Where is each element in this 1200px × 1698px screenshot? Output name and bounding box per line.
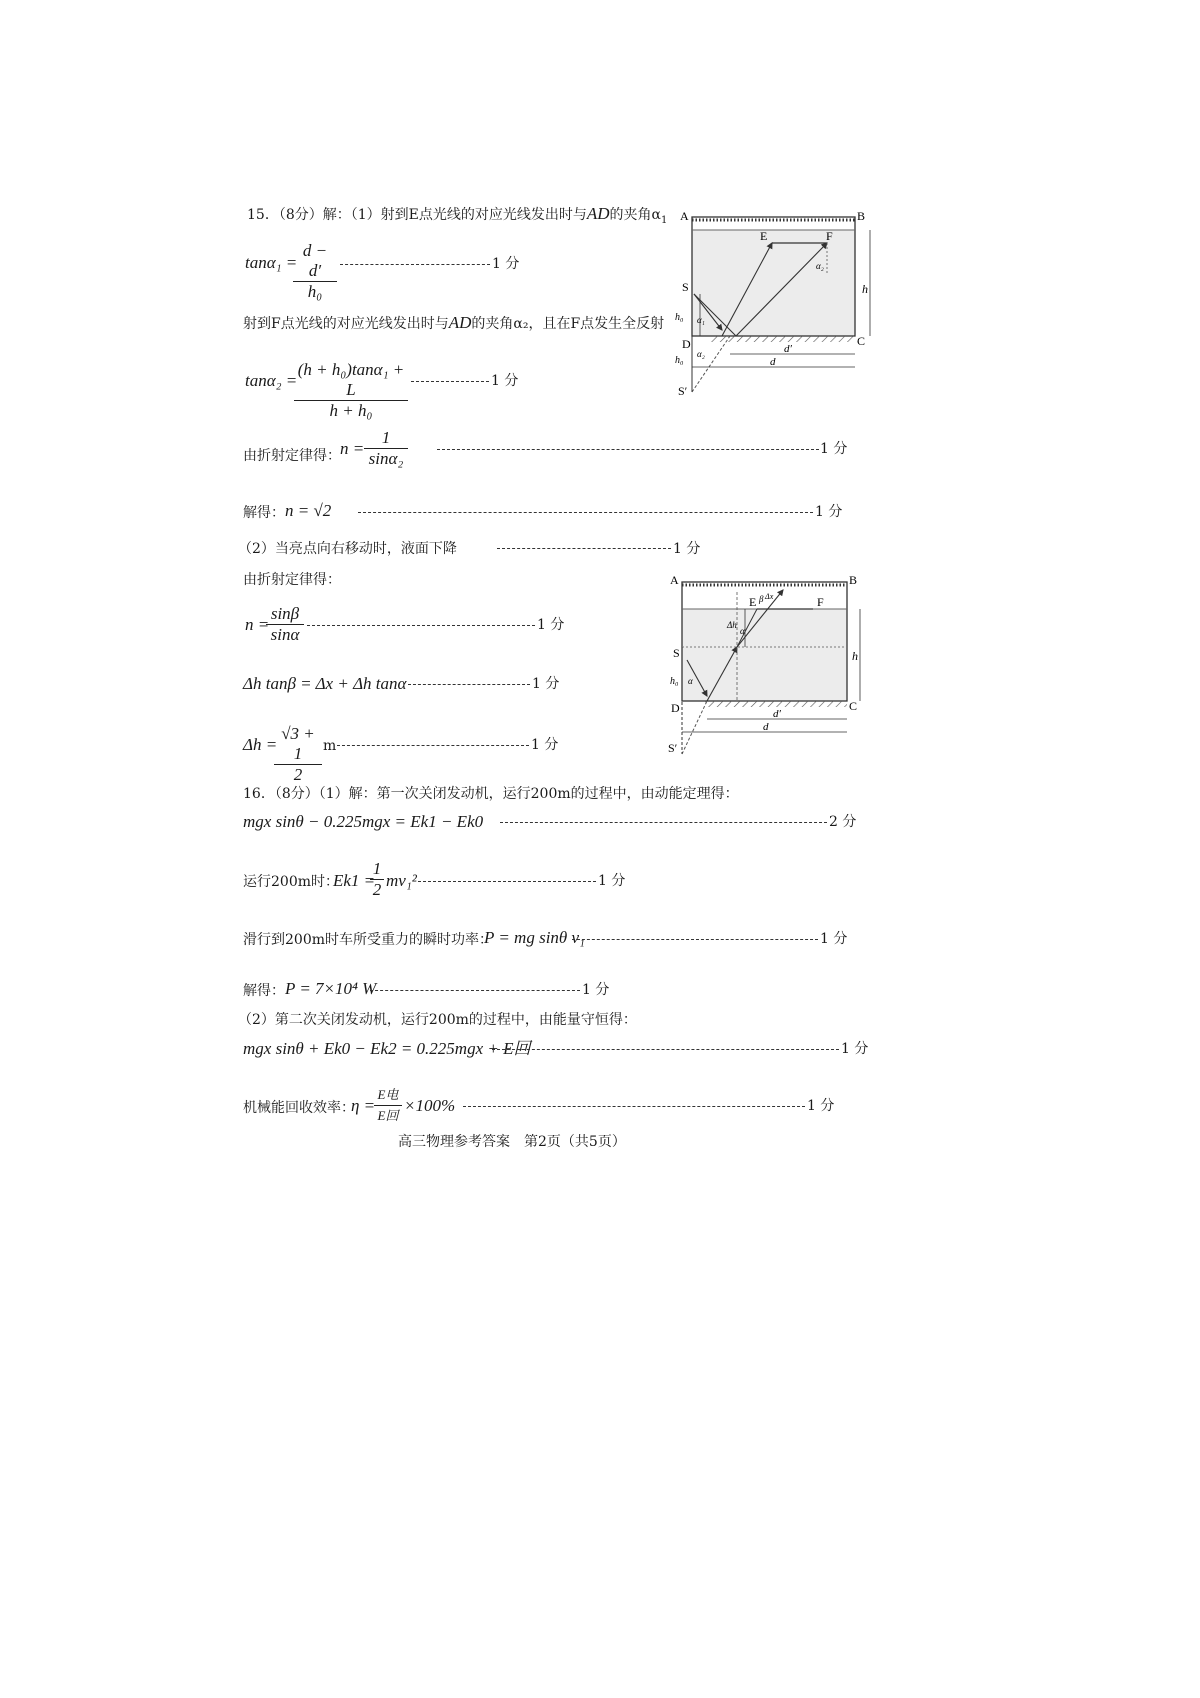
q15-eq1-score: 1 分 (492, 256, 520, 272)
q15-eq7-den: 2 (293, 765, 303, 784)
q16-eq4-leader (370, 990, 580, 991)
q15-header-tail: 的夹角α (609, 207, 661, 223)
q15-header-ad: AD (586, 204, 610, 223)
q15-eq1-lhs: tanα₁ = (245, 253, 298, 272)
q16-eq5-leader (492, 1049, 839, 1050)
diagram1-label-h0-lower: h₀ (675, 355, 684, 366)
q15-eq7-unit: m (323, 738, 337, 754)
diagram1-label-h0-upper: h₀ (675, 312, 684, 323)
diagram2-label-alpha-bottom: α (688, 676, 693, 686)
q16-eq4-score: 1 分 (582, 982, 610, 998)
diagram2-floor (705, 701, 847, 707)
diagram2-label-dh: Δh (727, 620, 737, 630)
diagram1-image-ray (692, 336, 730, 392)
diagram1-liquid (692, 230, 855, 336)
q15-eq2-num: (h + h₀)tanα₁ + L (294, 360, 408, 401)
q15-eq5-leader (307, 625, 535, 626)
q15-part2: （2）当亮点向右移动时，液面下降 (238, 541, 457, 557)
diagram1-label-h: h (862, 282, 868, 296)
q15-eq4-label: 解得： (243, 505, 285, 521)
diagram-2 (665, 572, 890, 764)
q16-eq6-den: E回 (377, 1108, 399, 1123)
diagram1-label-b: B (857, 209, 866, 223)
q16-eq6-score: 1 分 (807, 1098, 835, 1114)
q16-eq6-num: E电 (374, 1085, 402, 1106)
q16-eq2-num: 1 (370, 859, 384, 880)
diagram1-label-s: S (682, 280, 689, 294)
q16-header: 16．（8分）（1）解：第一次关闭发动机，运行200m的过程中，由动能定理得： (243, 786, 739, 802)
q15-eq5-lhs: n = (245, 615, 270, 634)
diagram2-label-d: d (763, 721, 769, 733)
q15-line2 (243, 314, 664, 333)
diagram2-label-beta: β (759, 594, 764, 604)
q15-eq2-fraction (294, 360, 408, 421)
q15-eq7-score: 1 分 (531, 737, 559, 753)
diagram2-label-h: h (852, 649, 858, 663)
diagram2-liquid (682, 609, 847, 701)
q16-eq2-den: 2 (372, 880, 382, 899)
q16-eq5: mgx sinθ + Ek0 − Ek2 = 0.225mgx + E回 (243, 1039, 531, 1058)
diagram2-image-ray (682, 701, 707, 754)
q15-eq7-leader (337, 745, 529, 746)
diagram2-label-e: E (749, 595, 757, 609)
q16-eq5-score: 1 分 (841, 1041, 869, 1057)
diagram1-label-alpha2-bottom: α₂ (697, 349, 705, 359)
q15-part2-score: 1 分 (673, 541, 701, 557)
q16-eq2-fraction (370, 859, 384, 900)
q16-eq2-lhs: Ek1 = (333, 871, 376, 890)
q15-eq1-num: d − d′ (293, 241, 337, 282)
q15-eq4-leader (358, 512, 813, 513)
q15-eq4-score: 1 分 (815, 504, 843, 520)
q15-line2-text: 射到F点光线的对应光线发出时与 (243, 316, 449, 332)
diagram2-label-d: D (671, 701, 680, 715)
q15-eq1-fraction (293, 241, 337, 302)
q16-eq3-label: 滑行到200m时车所受重力的瞬时功率： (243, 932, 493, 948)
q15-eq1-den: h₀ (307, 282, 323, 301)
diagram1-label-c: C (857, 334, 866, 348)
q15-header-text: 15．（8分）解：（1）射到E点光线的对应光线发出时与 (247, 207, 587, 223)
q16-eq6-leader (463, 1106, 805, 1107)
q15-header (247, 205, 667, 230)
q15-eq7-fraction (274, 724, 322, 785)
diagram2-label-c: C (849, 699, 858, 713)
q16-eq6-lhs: η = (351, 1096, 376, 1115)
q15-eq3-lhs: n = (340, 439, 365, 458)
diagram2-label-h0: h₀ (670, 676, 679, 687)
q15-part2-leader (497, 548, 671, 549)
q15-eq3-label: 由折射定律得： (243, 448, 341, 464)
diagram1-label-alpha1: α₁ (697, 315, 705, 325)
q15-eq5-score: 1 分 (537, 617, 565, 633)
q15-eq6-score: 1 分 (532, 676, 560, 692)
q15-eq2-score: 1 分 (491, 373, 519, 389)
diagram2-label-dx: Δx (765, 592, 774, 601)
diagram1-label-dprime: d′ (784, 343, 792, 355)
diagram2-label-s: S (673, 646, 680, 660)
diagram2-label-alpha-top: α (740, 626, 745, 636)
diagram1-label-d: D (682, 337, 691, 351)
q16-eq3-leader (572, 939, 818, 940)
q15-eq3-fraction (364, 428, 408, 469)
diagram2-label-a: A (670, 573, 679, 587)
q15-eq7-lhs: Δh = (243, 735, 278, 754)
q16-eq2-score: 1 分 (598, 873, 626, 889)
q16-eq6-fraction (374, 1085, 402, 1126)
diagram1-label-a: A (680, 209, 689, 223)
diagram1-label-alpha2-top: α₂ (816, 261, 824, 271)
diagram1-label-s-prime: S′ (678, 384, 688, 398)
diagram1-floor (710, 336, 855, 342)
q15-eq3-leader (437, 449, 819, 450)
q16-eq1-score: 2 分 (829, 814, 857, 830)
q15-eq5-label: 由折射定律得： (243, 572, 341, 588)
q15-eq1-leader (340, 264, 490, 265)
q16-eq2-tail: mv₁² (386, 871, 417, 890)
q16-eq1-leader (500, 822, 827, 823)
diagram-1 (670, 205, 890, 400)
q16-eq1: mgx sinθ − 0.225mgx = Ek1 − Ek0 (243, 812, 484, 831)
q15-eq6: Δh tanβ = Δx + Δh tanα (243, 674, 407, 693)
q15-eq2-lhs: tanα₂ = (245, 371, 298, 390)
q15-line2-ad: AD (448, 313, 472, 332)
diagram1-label-e: E (760, 229, 768, 243)
q16-eq4: P = 7×10⁴ W (285, 979, 377, 998)
q16-eq3: P = mg sinθ v₁ (484, 928, 585, 947)
diagram2-label-dprime: d′ (773, 708, 781, 720)
q15-eq5-den: sinα (270, 625, 300, 644)
q16-eq6-label: 机械能回收效率： (243, 1100, 355, 1116)
q15-eq2-leader (411, 381, 489, 382)
q15-line2-tail: 的夹角α₂，且在F点发生全反射 (471, 316, 665, 332)
q15-eq5-num: sinβ (266, 604, 304, 625)
q15-eq2-den: h + h₀ (329, 401, 373, 420)
diagram2-label-f: F (817, 595, 824, 609)
q16-eq2-leader (418, 881, 596, 882)
q16-part2: （2）第二次关闭发动机，运行200m的过程中，由能量守恒得： (238, 1012, 637, 1028)
q15-eq6-leader (408, 684, 530, 685)
q16-eq4-label: 解得： (243, 983, 285, 999)
q15-eq7-num: √3 + 1 (274, 724, 322, 765)
q15-eq5-fraction (266, 604, 304, 645)
diagram1-label-d: d (770, 356, 776, 368)
diagram2-label-s-prime: S′ (668, 741, 678, 755)
q16-eq2-label: 运行200m时： (243, 874, 339, 890)
page-footer: 高三物理参考答案 第2页（共5页） (398, 1134, 626, 1150)
q16-eq6-tail: ×100% (404, 1096, 456, 1115)
diagram1-label-f: F (826, 229, 833, 243)
q15-eq3-den: sinα₂ (368, 449, 404, 468)
q15-eq3-score: 1 分 (820, 441, 848, 457)
diagram2-label-b: B (849, 573, 858, 587)
q15-eq3-num: 1 (364, 428, 408, 449)
q16-eq3-score: 1 分 (820, 931, 848, 947)
q15-header-sub: 1 (661, 214, 668, 226)
q15-eq4: n = √2 (285, 501, 332, 520)
